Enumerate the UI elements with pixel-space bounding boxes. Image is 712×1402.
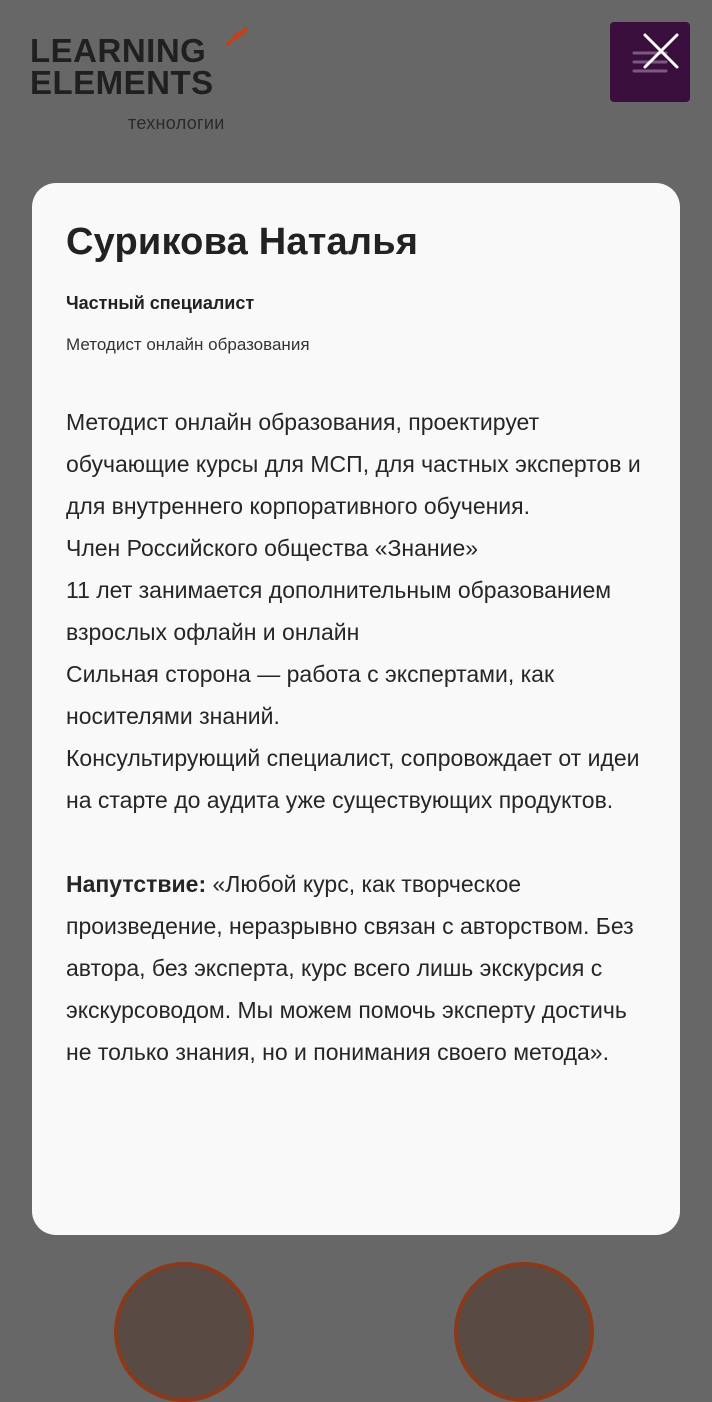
bio-paragraph: 11 лет занимается дополнительным образованием взрослых офлайн и онлайн [66,577,612,645]
logo-text-line2: ELEMENTS [30,64,214,101]
bio-paragraph: Сильная сторона — работа с экспертами, как носителями знаний. [66,661,555,729]
logo-text-line1: LEARNING [30,32,207,69]
speaker-name: Сурикова Наталья [66,221,419,263]
speaker-position: Методист онлайн образования [66,335,310,354]
speaker-modal [32,183,680,1235]
advice-label: Напутствие: [66,871,207,897]
advice-text: «Любой курс, как творческое произведение, неразрывно связан с авторством. Без автора, без эксперта, курс всего лишь экскурсия с экскурсоводом. Мы можем помочь эксперту достичь не только знания, но и понимания своего метода». [66,871,634,1065]
speaker-bio [66,401,646,821]
logo[interactable] [30,34,270,134]
logo-accent-mark [224,24,250,46]
logo-subtitle: технологии [128,113,225,133]
speaker-advice [66,863,646,1073]
close-icon [610,22,690,102]
close-menu-button[interactable] [610,22,690,102]
speaker-role: Частный специалист [66,293,255,313]
bio-paragraph: Член Российского общества «Знание» [66,535,479,561]
bio-paragraph: Методист онлайн образования, проектирует обучающие курсы для МСП, для частных экспертов и для внутреннего корпоративного обучения. [66,409,641,519]
speaker-avatar[interactable] [454,1262,594,1402]
speaker-avatar[interactable] [114,1262,254,1402]
bio-paragraph: Консультирующий специалист, сопровождает от идеи на старте до аудита уже существующих продуктов. [66,745,640,813]
